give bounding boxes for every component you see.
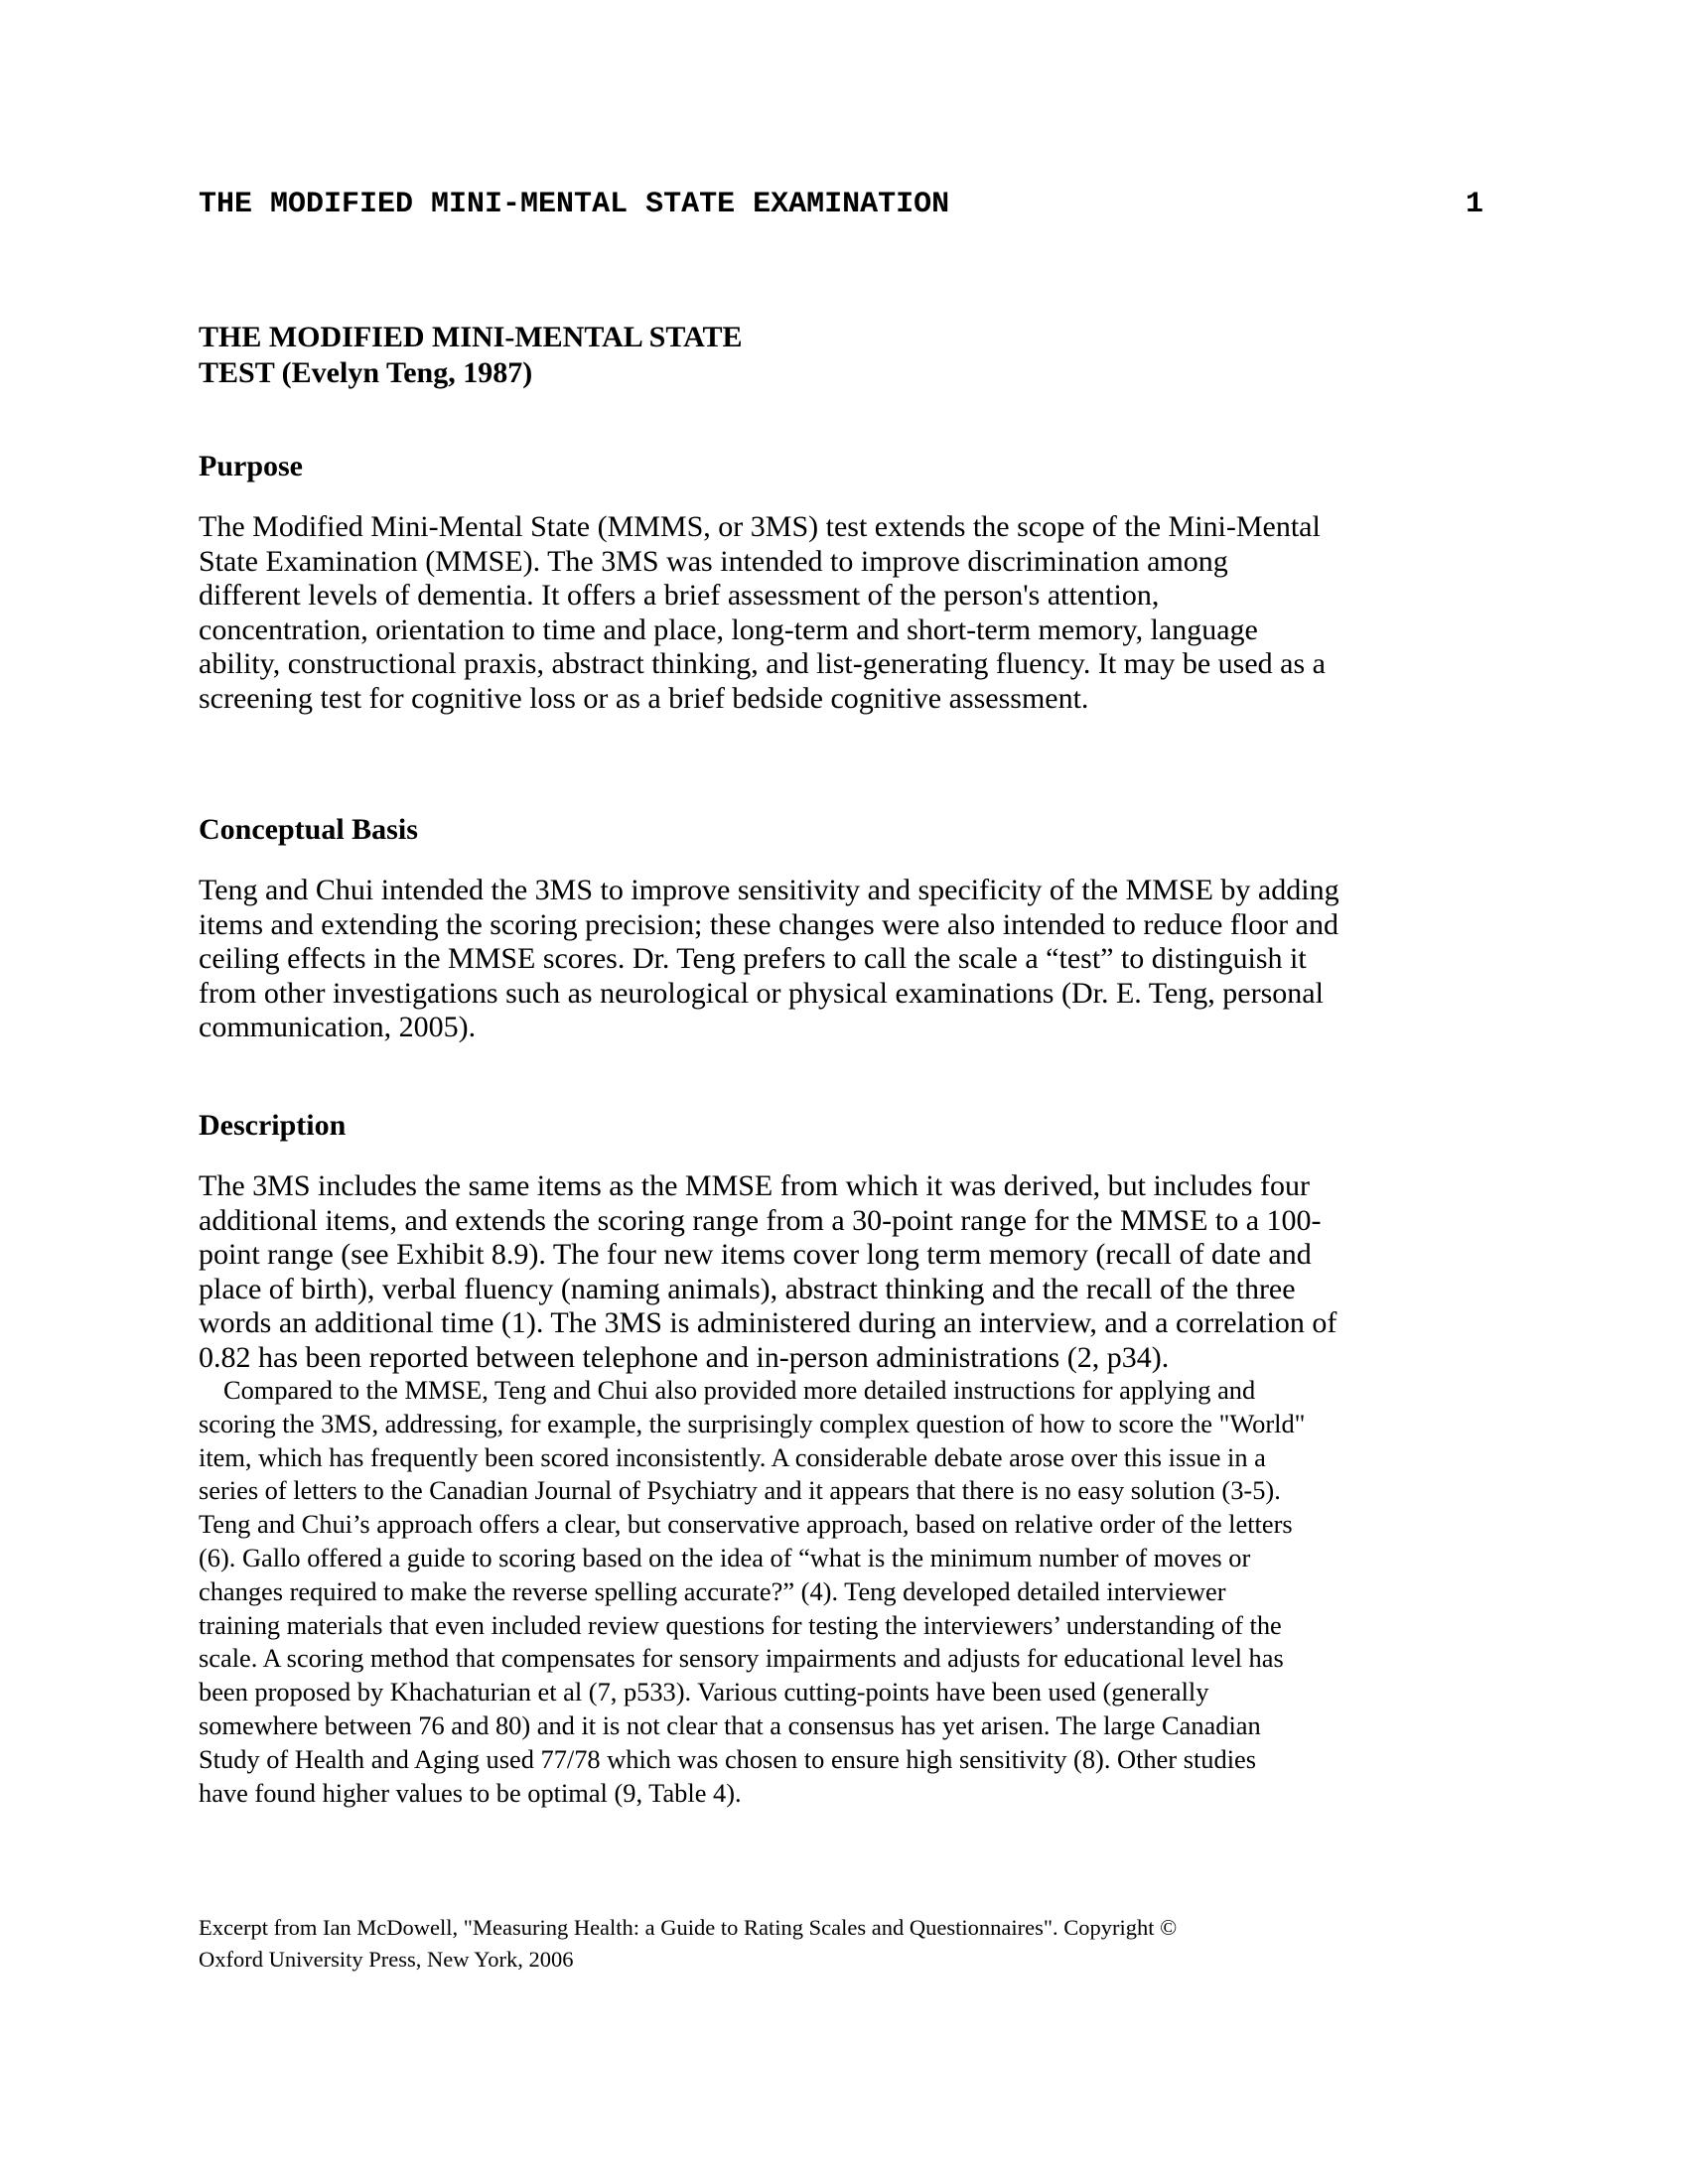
paragraph-line: series of letters to the Canadian Journal of Psychiatry and it appears that there is no easy solution (3-5). bbox=[199, 1475, 1281, 1506]
paragraph-line: (6). Gallo offered a guide to scoring based on the idea of “what is the minimum number of moves or bbox=[199, 1542, 1251, 1572]
paragraph-line: ceiling effects in the MMSE scores. Dr. Teng prefers to call the scale a “test” to distinguish it bbox=[199, 942, 1307, 976]
page-number: 1 bbox=[1465, 188, 1483, 221]
paragraph-line: scale. A scoring method that compensates for sensory impairments and adjusts for educational level has bbox=[199, 1643, 1284, 1674]
paragraph-line: somewhere between 76 and 80) and it is not clear that a consensus has yet arisen. The large Canadian bbox=[199, 1709, 1261, 1740]
paragraph-line: ability, constructional praxis, abstract thinking, and list-generating fluency. It may be used as a bbox=[199, 647, 1326, 681]
copyright-footer bbox=[199, 1912, 1499, 1976]
paragraph-line: place of birth), verbal fluency (naming animals), abstract thinking and the recall of the three bbox=[199, 1272, 1296, 1305]
paragraph-line: changes required to make the reverse spelling accurate?” (4). Teng developed detailed interviewer bbox=[199, 1575, 1226, 1606]
paragraph-line: The 3MS includes the same items as the MMSE from which it was derived, but includes four bbox=[199, 1169, 1310, 1202]
paragraph-line: communication, 2005). bbox=[199, 1011, 477, 1044]
running-header-title: THE MODIFIED MINI-MENTAL STATE EXAMINATION bbox=[199, 188, 950, 221]
purpose-paragraph bbox=[199, 510, 1499, 717]
paragraph-line: Teng and Chui intended the 3MS to improve sensitivity and specificity of the MMSE by adding bbox=[199, 874, 1339, 906]
paragraph-line: screening test for cognitive loss or as a brief bedside cognitive assessment. bbox=[199, 681, 1089, 715]
paragraph-line: item, which has frequently been scored inconsistently. A considerable debate arose over this issue in a bbox=[199, 1441, 1266, 1472]
paragraph-line: Compared to the MMSE, Teng and Chui also provided more detailed instructions for applying and bbox=[223, 1375, 1256, 1405]
footer-line: Oxford University Press, New York, 2006 bbox=[199, 1947, 574, 1972]
document-title-line: THE MODIFIED MINI-MENTAL STATE bbox=[199, 321, 743, 353]
paragraph-line: training materials that even included review questions for testing the interviewers’ understanding of the bbox=[199, 1609, 1282, 1640]
paragraph-line: scoring the 3MS, addressing, for example, the surprisingly complex question of how to score the "World" bbox=[199, 1408, 1306, 1438]
paragraph-line: 0.82 has been reported between telephone and in-person administrations (2, p34). bbox=[199, 1340, 1170, 1374]
paragraph-line: concentration, orientation to time and place, long-term and short-term memory, language bbox=[199, 613, 1258, 646]
paragraph-line: The Modified Mini-Mental State (MMMS, or 3MS) test extends the scope of the Mini-Mental bbox=[199, 510, 1321, 543]
paragraph-line: been proposed by Khachaturian et al (7, p533). Various cutting-points have been used (generally bbox=[199, 1677, 1209, 1707]
conceptual-basis-paragraph bbox=[199, 874, 1499, 1045]
section-heading-conceptual-basis: Conceptual Basis bbox=[199, 813, 418, 846]
document-title bbox=[199, 320, 1483, 391]
paragraph-line: items and extending the scoring precision; these changes were also intended to reduce floor and bbox=[199, 907, 1338, 941]
paragraph-line: words an additional time (1). The 3MS is administered during an interview, and a correlation of bbox=[199, 1306, 1337, 1340]
running-header bbox=[199, 185, 1483, 224]
paragraph-line: different levels of dementia. It offers a brief assessment of the person's attention, bbox=[199, 579, 1160, 613]
section-heading-description: Description bbox=[199, 1109, 347, 1142]
paragraph-line: Teng and Chui’s approach offers a clear, but conservative approach, based on relative order of the letters bbox=[199, 1509, 1293, 1540]
section-heading-purpose: Purpose bbox=[199, 450, 303, 482]
description-paragraph bbox=[199, 1169, 1499, 1376]
paragraph-line: Study of Health and Aging used 77/78 which was chosen to ensure high sensitivity (8). Other studies bbox=[199, 1743, 1257, 1774]
paragraph-line: point range (see Exhibit 8.9). The four new items cover long term memory (recall of date and bbox=[199, 1238, 1312, 1272]
paragraph-line: State Examination (MMSE). The 3MS was intended to improve discrimination among bbox=[199, 544, 1228, 578]
paragraph-line: from other investigations such as neurological or physical examinations (Dr. E. Teng, personal bbox=[199, 976, 1324, 1010]
paragraph-line: additional items, and extends the scoring range from a 30-point range for the MMSE to a 100- bbox=[199, 1203, 1322, 1237]
document-title-line: TEST (Evelyn Teng, 1987) bbox=[199, 356, 533, 389]
description-second-paragraph bbox=[199, 1374, 1499, 1810]
footer-line: Excerpt from Ian McDowell, "Measuring Health: a Guide to Rating Scales and Questionnaires". Copyright © bbox=[199, 1915, 1178, 1940]
paragraph-line: have found higher values to be optimal (9, Table 4). bbox=[199, 1777, 742, 1808]
